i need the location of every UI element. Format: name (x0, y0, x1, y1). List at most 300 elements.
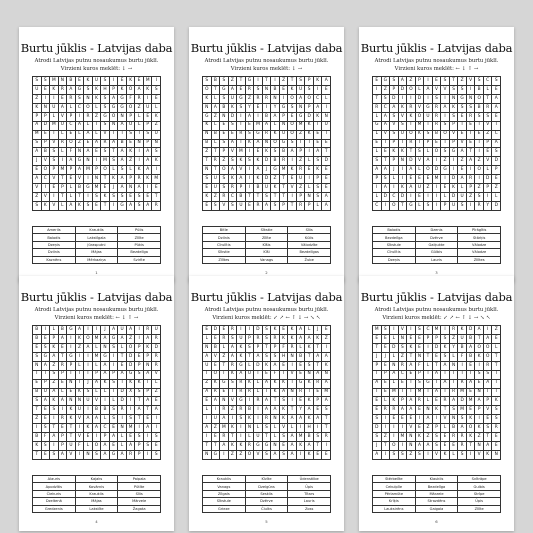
grid-cell: T (220, 362, 229, 371)
grid-cell: D (458, 397, 467, 406)
grid-cell: E (288, 175, 297, 184)
grid-cell: U (203, 362, 212, 371)
grid-cell: M (458, 389, 467, 398)
grid-cell: S (110, 406, 119, 415)
grid-cell: I (118, 131, 127, 140)
grid-cell: S (382, 175, 391, 184)
grid-cell: A (407, 184, 416, 193)
grid-cell: I (127, 397, 136, 406)
grid-cell: S (110, 415, 119, 424)
grid-cell: V (288, 371, 297, 380)
grid-cell: P (246, 335, 255, 344)
grid-cell: T (433, 380, 442, 389)
grid-cell: A (84, 415, 93, 424)
grid-cell: K (76, 335, 85, 344)
grid-cell: K (93, 86, 102, 95)
grid-cell: I (271, 77, 280, 86)
grid-cell: S (50, 406, 59, 415)
grid-cell: I (407, 193, 416, 202)
word-list (372, 226, 501, 264)
grid-cell: V (467, 77, 476, 86)
word-list-item: Pūlis (118, 227, 161, 234)
grid-cell: S (33, 140, 42, 149)
grid-cell: E (322, 140, 331, 149)
grid-cell: S (492, 148, 501, 157)
grid-cell: A (407, 362, 416, 371)
grid-cell: L (84, 442, 93, 451)
grid-cell: K (152, 113, 161, 122)
grid-cell: O (127, 104, 136, 113)
grid-cell: E (433, 140, 442, 149)
word-list-item: Bezdelīga (416, 483, 459, 490)
grid-cell: P (67, 113, 76, 122)
grid-cell: K (50, 344, 59, 353)
grid-cell: P (314, 175, 323, 184)
grid-cell: R (59, 362, 68, 371)
grid-cell: P (475, 406, 484, 415)
grid-cell: T (484, 433, 493, 442)
grid-cell: V (229, 148, 238, 157)
grid-cell: R (254, 397, 263, 406)
grid-cell: I (76, 424, 85, 433)
grid-cell: I (203, 371, 212, 380)
grid-cell: M (433, 326, 442, 335)
grid-cell: E (450, 442, 459, 451)
grid-cell: S (110, 193, 119, 202)
grid-cell: S (33, 397, 42, 406)
grid-cell: E (152, 442, 161, 451)
grid-cell: I (390, 326, 399, 335)
grid-cell: B (212, 77, 221, 86)
grid-cell: P (59, 184, 68, 193)
grid-cell: R (484, 362, 493, 371)
grid-cell: N (271, 415, 280, 424)
grid-cell: L (390, 175, 399, 184)
grid-cell: E (93, 148, 102, 157)
grid-cell: Z (127, 157, 136, 166)
grid-cell: U (212, 415, 221, 424)
grid-cell: G (424, 104, 433, 113)
grid-cell: E (373, 406, 382, 415)
grid-cell: A (373, 380, 382, 389)
grid-cell: P (280, 113, 289, 122)
grid-cell: I (475, 362, 484, 371)
grid-cell: E (399, 380, 408, 389)
grid-cell: A (118, 175, 127, 184)
grid-cell: U (212, 184, 221, 193)
grid-cell: O (416, 113, 425, 122)
grid-cell: S (229, 335, 238, 344)
grid-cell: C (382, 104, 391, 113)
grid-cell: A (67, 157, 76, 166)
grid-cell: A (399, 77, 408, 86)
grid-cell: I (484, 326, 493, 335)
grid-cell: I (76, 380, 85, 389)
grid-cell: A (135, 184, 144, 193)
grid-cell: I (441, 95, 450, 104)
grid-cell: L (492, 344, 501, 353)
grid-cell: B (59, 326, 68, 335)
grid-cell: K (322, 362, 331, 371)
grid-cell: A (288, 442, 297, 451)
word-list-item: Sīlis (288, 227, 331, 234)
grid-cell: U (152, 131, 161, 140)
grid-cell: S (144, 442, 153, 451)
grid-cell: S (237, 104, 246, 113)
grid-cell: Z (229, 451, 238, 460)
grid-cell: S (101, 148, 110, 157)
grid-cell: I (237, 122, 246, 131)
grid-cell: R (254, 202, 263, 211)
grid-cell: S (237, 415, 246, 424)
grid-cell: K (280, 415, 289, 424)
grid-cell: T (50, 424, 59, 433)
grid-cell: E (76, 77, 85, 86)
grid-cell: S (135, 371, 144, 380)
grid-cell: R (212, 157, 221, 166)
grid-cell: Z (441, 157, 450, 166)
grid-cell: C (399, 371, 408, 380)
grid-cell: N (450, 415, 459, 424)
grid-cell: O (288, 95, 297, 104)
grid-cell: S (152, 148, 161, 157)
grid-cell: T (288, 406, 297, 415)
grid-cell: N (220, 397, 229, 406)
grid-cell: K (203, 95, 212, 104)
grid-cell: N (67, 380, 76, 389)
grid-cell: B (212, 131, 221, 140)
grid-cell: T (305, 353, 314, 362)
grid-cell: V (50, 140, 59, 149)
grid-cell: I (144, 95, 153, 104)
grid-cell: R (118, 406, 127, 415)
grid-cell: S (492, 406, 501, 415)
grid-cell: K (246, 140, 255, 149)
grid-cell: R (101, 140, 110, 149)
grid-cell: I (288, 362, 297, 371)
grid-cell: D (450, 193, 459, 202)
grid-cell: L (297, 344, 306, 353)
grid-cell: I (450, 166, 459, 175)
grid-cell: S (33, 202, 42, 211)
grid-cell: P (110, 86, 119, 95)
grid-cell: K (399, 104, 408, 113)
grid-cell: E (220, 326, 229, 335)
grid-cell: T (314, 344, 323, 353)
grid-cell: T (212, 86, 221, 95)
grid-cell: O (203, 86, 212, 95)
grid-cell: N (407, 442, 416, 451)
grid-cell: P (254, 344, 263, 353)
grid-cell: A (144, 424, 153, 433)
grid-cell: S (127, 131, 136, 140)
grid-cell: D (322, 157, 331, 166)
grid-cell: L (93, 389, 102, 398)
grid-cell: L (492, 193, 501, 202)
grid-cell: M (322, 389, 331, 398)
grid-cell: T (484, 95, 493, 104)
grid-cell: P (135, 442, 144, 451)
grid-cell: J (84, 380, 93, 389)
grid-cell: B (297, 353, 306, 362)
grid-cell: N (424, 406, 433, 415)
grid-cell: D (399, 86, 408, 95)
word-list-item: Paipala (118, 476, 161, 483)
grid-cell: J (373, 353, 382, 362)
word-list-item: Dzērve (246, 498, 289, 505)
word-list-item: Svirīte (118, 257, 161, 264)
grid-cell: B (212, 344, 221, 353)
word-list-item: Svītrāpe (458, 476, 501, 483)
letter-grid (202, 76, 331, 211)
grid-cell: I (152, 77, 161, 86)
grid-cell: S (314, 157, 323, 166)
word-list-item: Zoss (288, 506, 331, 513)
grid-cell: V (441, 415, 450, 424)
grid-cell: R (433, 113, 442, 122)
grid-cell: R (297, 166, 306, 175)
grid-cell: T (475, 335, 484, 344)
grid-cell: L (127, 166, 136, 175)
word-list-item: Kajaks (76, 476, 119, 483)
grid-cell: K (203, 193, 212, 202)
grid-cell: E (305, 166, 314, 175)
word-list-item: Mājas (76, 498, 119, 505)
grid-cell: R (152, 202, 161, 211)
grid-cell: J (314, 326, 323, 335)
grid-cell: S (314, 433, 323, 442)
grid-cell: I (458, 371, 467, 380)
grid-cell: I (42, 95, 51, 104)
worksheet-title: Burtu jūklis - Latvijas daba (190, 41, 343, 55)
grid-cell: B (237, 193, 246, 202)
word-list-item: Vālodze (458, 249, 501, 256)
grid-cell: A (424, 442, 433, 451)
grid-cell: U (152, 326, 161, 335)
grid-cell: A (50, 433, 59, 442)
grid-cell: I (84, 175, 93, 184)
word-list-item: Ūpis (458, 498, 501, 505)
grid-cell: I (67, 371, 76, 380)
grid-cell: T (492, 353, 501, 362)
grid-cell: P (382, 371, 391, 380)
grid-cell: I (263, 389, 272, 398)
grid-cell: R (475, 202, 484, 211)
grid-cell: Z (229, 77, 238, 86)
grid-cell: A (84, 344, 93, 353)
grid-cell: I (433, 184, 442, 193)
grid-cell: K (50, 86, 59, 95)
grid-cell: I (237, 326, 246, 335)
grid-cell: U (237, 202, 246, 211)
grid-cell: E (441, 433, 450, 442)
grid-cell: E (280, 86, 289, 95)
grid-cell: E (152, 95, 161, 104)
grid-cell: E (220, 131, 229, 140)
grid-cell: R (246, 389, 255, 398)
grid-cell: M (297, 122, 306, 131)
grid-cell: V (450, 131, 459, 140)
grid-cell: S (118, 193, 127, 202)
grid-cell: K (314, 166, 323, 175)
grid-cell: T (399, 202, 408, 211)
grid-cell: N (407, 433, 416, 442)
grid-cell: U (50, 104, 59, 113)
grid-cell: L (254, 424, 263, 433)
grid-cell: I (314, 86, 323, 95)
grid-cell: N (203, 131, 212, 140)
grid-cell: P (127, 113, 136, 122)
grid-cell: I (67, 344, 76, 353)
grid-cell: R (271, 335, 280, 344)
grid-cell: Z (212, 113, 221, 122)
grid-cell: I (441, 113, 450, 122)
grid-cell: A (203, 353, 212, 362)
grid-cell: G (101, 353, 110, 362)
grid-cell: G (237, 397, 246, 406)
grid-cell: T (135, 397, 144, 406)
grid-cell: R (59, 415, 68, 424)
grid-cell: B (271, 86, 280, 95)
grid-cell: U (33, 86, 42, 95)
grid-cell: I (50, 415, 59, 424)
grid-cell: T (441, 140, 450, 149)
grid-cell: N (271, 442, 280, 451)
grid-cell: G (110, 335, 119, 344)
grid-cell: R (467, 113, 476, 122)
grid-cell: K (305, 451, 314, 460)
grid-cell: N (263, 86, 272, 95)
grid-cell: E (314, 389, 323, 398)
grid-cell: I (42, 326, 51, 335)
grid-cell: P (433, 424, 442, 433)
grid-cell: N (220, 113, 229, 122)
grid-cell: Z (152, 389, 161, 398)
grid-cell: J (390, 166, 399, 175)
grid-cell: Z (237, 451, 246, 460)
grid-cell: P (314, 397, 323, 406)
grid-cell: I (373, 184, 382, 193)
grid-cell: I (110, 202, 119, 211)
grid-cell: Z (246, 95, 255, 104)
grid-cell: B (93, 406, 102, 415)
grid-cell: S (390, 451, 399, 460)
grid-cell: B (101, 406, 110, 415)
grid-cell: L (416, 166, 425, 175)
grid-cell: K (229, 424, 238, 433)
word-list-item: Sīkstie (246, 227, 289, 234)
grid-cell: T (322, 424, 331, 433)
grid-cell: R (246, 442, 255, 451)
grid-cell: I (407, 389, 416, 398)
grid-cell: K (288, 335, 297, 344)
grid-cell: A (76, 326, 85, 335)
grid-cell: E (382, 389, 391, 398)
grid-cell: H (305, 424, 314, 433)
grid-cell: S (433, 442, 442, 451)
grid-cell: S (220, 77, 229, 86)
grid-cell: S (263, 424, 272, 433)
grid-cell: I (59, 157, 68, 166)
grid-cell: B (271, 157, 280, 166)
grid-cell: S (135, 389, 144, 398)
word-list-item: Vanags (203, 483, 246, 490)
grid-cell: T (271, 193, 280, 202)
grid-cell: O (441, 131, 450, 140)
grid-cell: B (475, 104, 484, 113)
word-list-item: Bezdelīgas (288, 249, 331, 256)
worksheet-page (189, 27, 344, 282)
word-list-item: Mārzele (416, 491, 459, 498)
grid-cell: R (59, 140, 68, 149)
word-list-item: Lauksirēns (373, 506, 416, 513)
grid-cell: I (382, 424, 391, 433)
grid-cell: C (484, 77, 493, 86)
grid-cell: Z (475, 184, 484, 193)
grid-cell: S (110, 380, 119, 389)
grid-cell: A (127, 442, 136, 451)
grid-cell: S (152, 86, 161, 95)
grid-cell: G (280, 104, 289, 113)
grid-cell: N (280, 122, 289, 131)
grid-cell: I (433, 193, 442, 202)
grid-cell: I (288, 157, 297, 166)
grid-cell: U (450, 202, 459, 211)
grid-cell: N (59, 77, 68, 86)
grid-cell: C (373, 202, 382, 211)
grid-cell: S (84, 202, 93, 211)
word-list (372, 475, 501, 513)
grid-cell: P (135, 451, 144, 460)
grid-cell: A (322, 202, 331, 211)
grid-cell: S (433, 433, 442, 442)
grid-cell: M (458, 406, 467, 415)
grid-cell: S (441, 335, 450, 344)
grid-cell: K (84, 424, 93, 433)
grid-cell: Z (50, 362, 59, 371)
grid-cell: A (322, 77, 331, 86)
grid-cell: N (93, 175, 102, 184)
grid-cell: E (416, 344, 425, 353)
grid-cell: N (84, 95, 93, 104)
grid-cell: T (67, 424, 76, 433)
grid-cell: L (50, 113, 59, 122)
grid-cell: P (237, 184, 246, 193)
grid-cell: S (433, 95, 442, 104)
word-list-item: Grieze (203, 506, 246, 513)
grid-cell: K (288, 326, 297, 335)
grid-cell: N (33, 362, 42, 371)
grid-cell: A (93, 140, 102, 149)
word-list-item: Balodis (33, 234, 76, 241)
grid-cell: E (322, 175, 331, 184)
grid-cell: V (229, 397, 238, 406)
grid-cell: G (212, 451, 221, 460)
grid-cell: I (42, 184, 51, 193)
word-list-item: Gūlbis (416, 249, 459, 256)
grid-cell: S (42, 424, 51, 433)
grid-cell: P (305, 202, 314, 211)
grid-cell: T (229, 433, 238, 442)
grid-cell: A (101, 371, 110, 380)
grid-cell: U (144, 104, 153, 113)
grid-cell: A (314, 148, 323, 157)
grid-cell: E (373, 77, 382, 86)
grid-cell: I (246, 148, 255, 157)
grid-cell: S (271, 353, 280, 362)
grid-cell: O (67, 140, 76, 149)
grid-cell: I (280, 95, 289, 104)
